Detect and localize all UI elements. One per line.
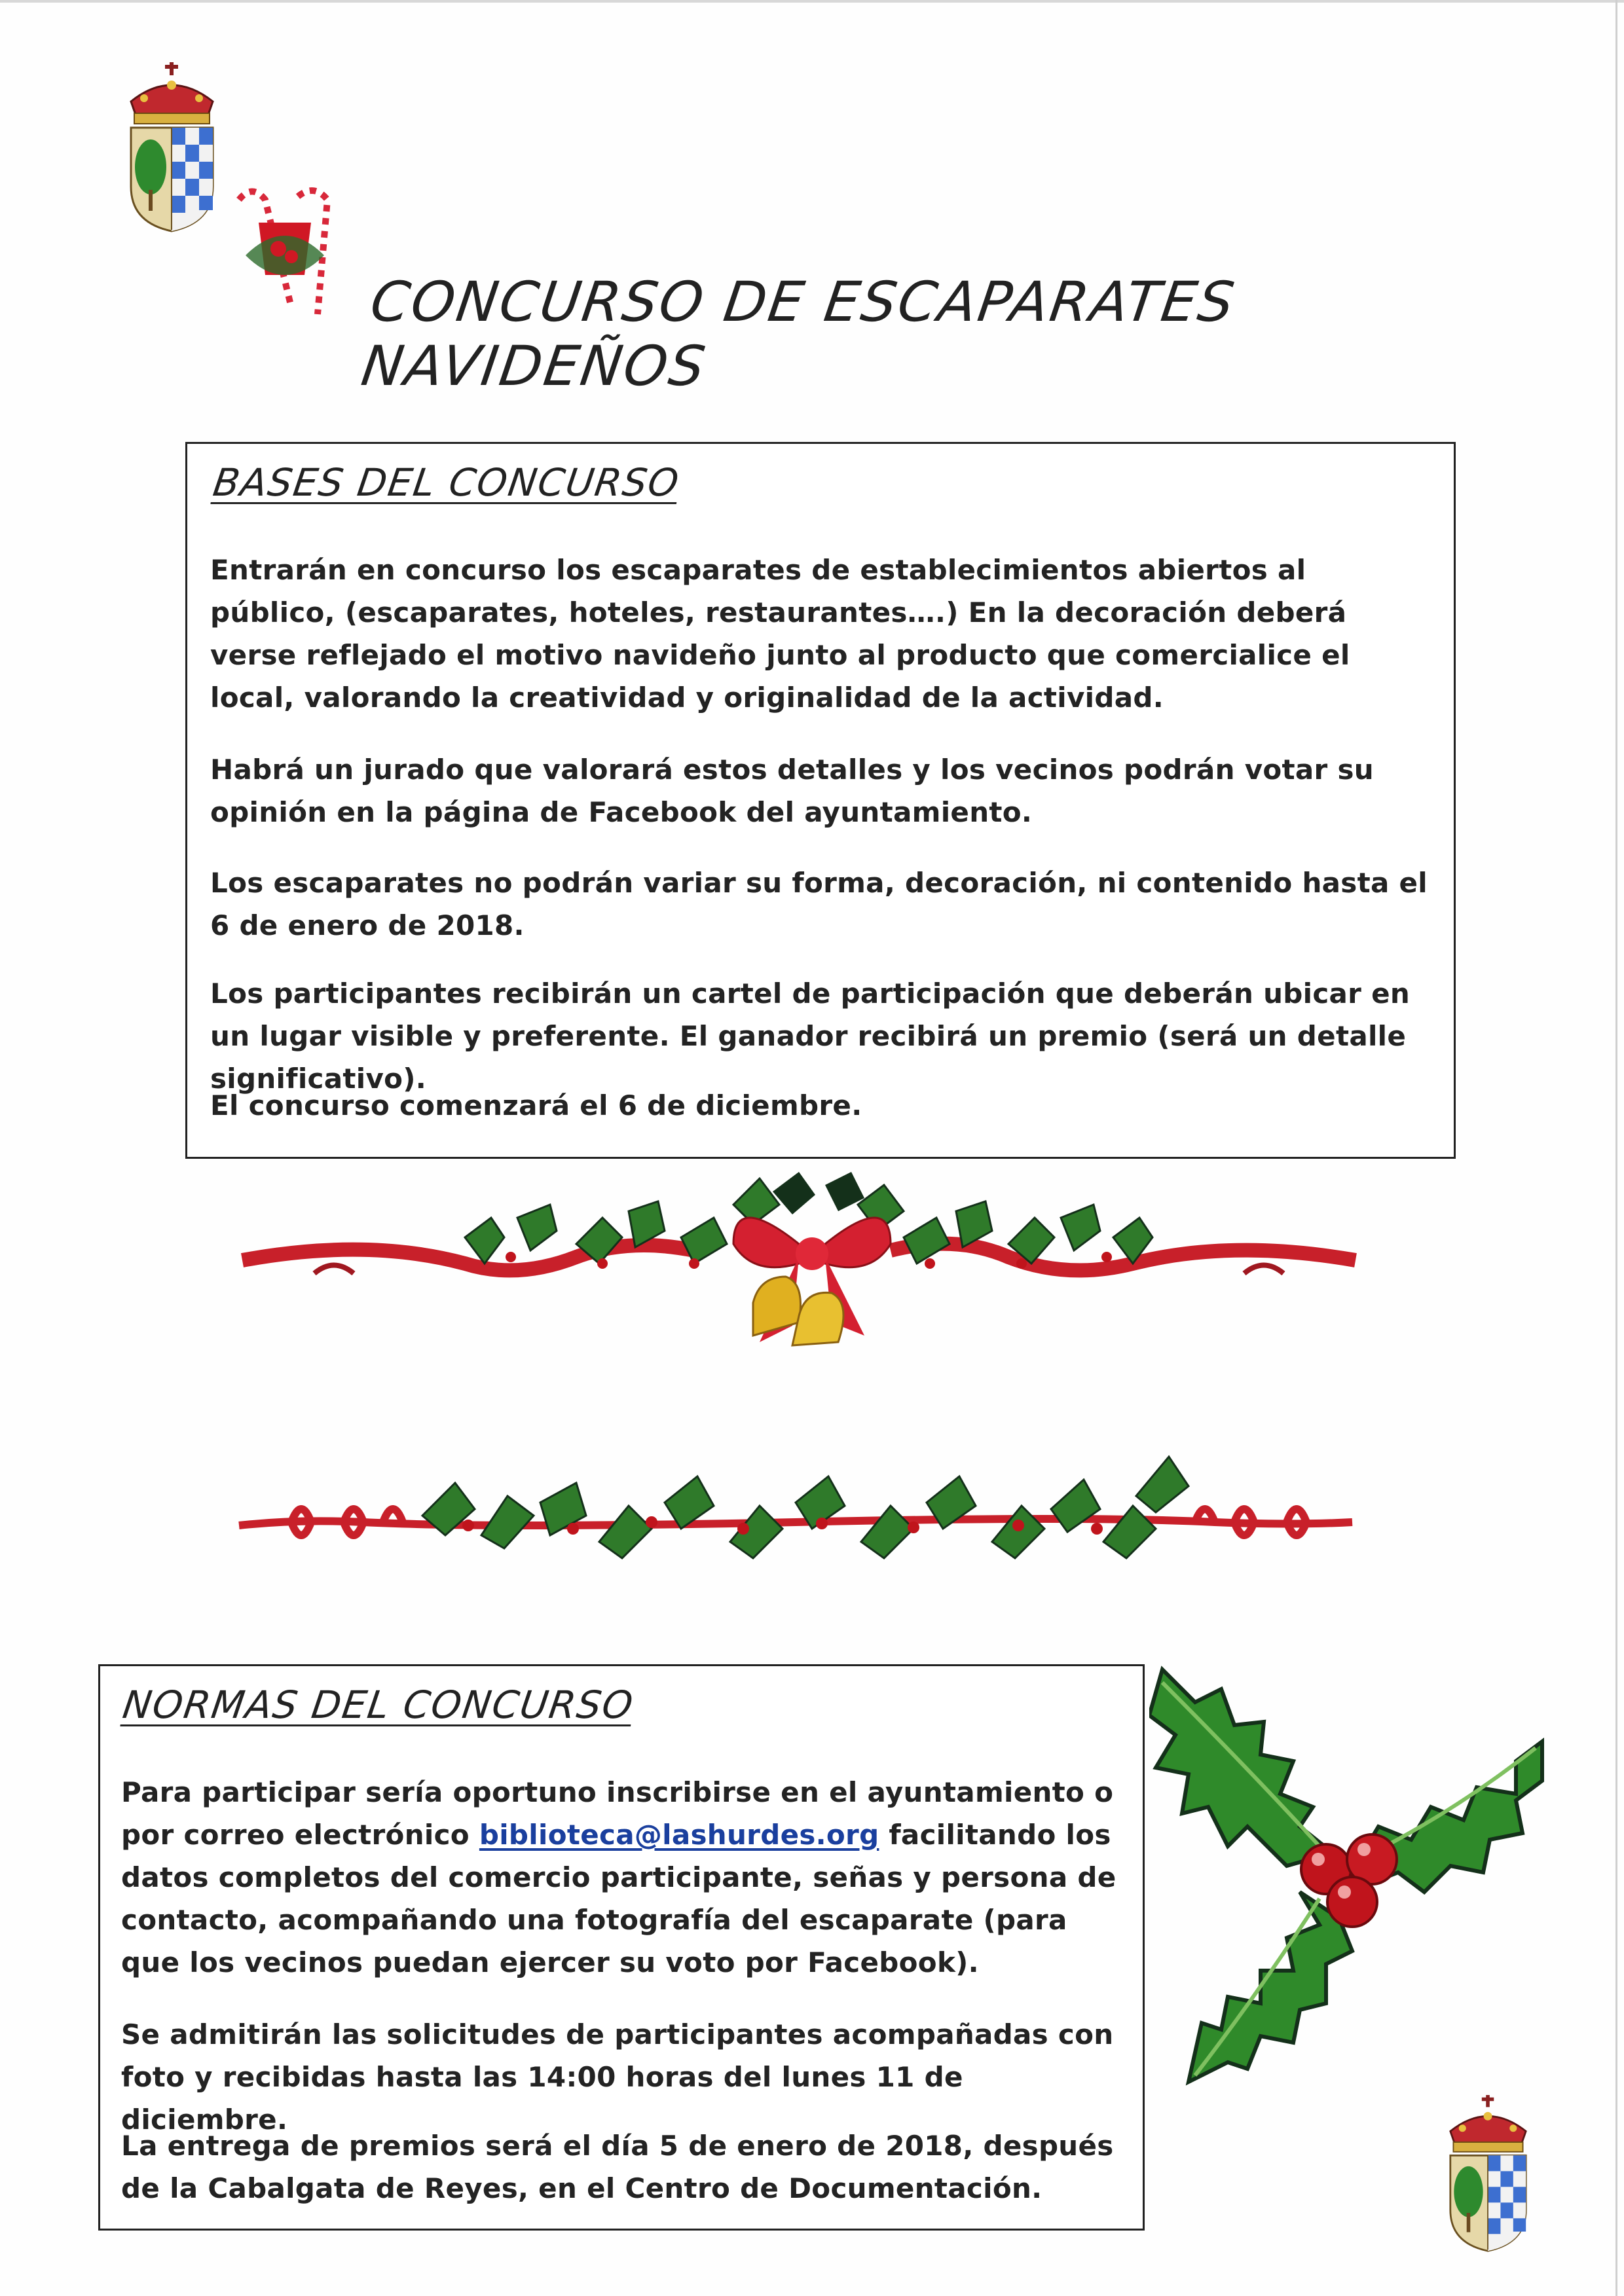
page-title: CONCURSO DE ESCAPARATES NAVIDEÑOS [358, 270, 1240, 398]
coat-of-arms-top [124, 62, 219, 232]
holly-garland [232, 1444, 1359, 1594]
holly-sprig-icon [1149, 1663, 1549, 2088]
bases-heading: BASES DEL CONCURSO [210, 460, 683, 505]
bases-paragraph-5: El concurso comenzará el 6 de diciembre. [210, 1089, 862, 1121]
bases-paragraph-4: Los participantes recibirán un cartel de participación que deberán ubicar en un lugar visible y preferente. El ganador recibirá un premio (será un detalle significativo). [210, 977, 1411, 1095]
normas-heading: NORMAS DEL CONCURSO [120, 1683, 637, 1727]
holly-garland-icon [232, 1444, 1359, 1594]
bases-paragraph-1: Entrarán en concurso los escaparates de establecimientos abiertos al público, (escaparates, hoteles, restaurantes….) En la decoración deberá verse reflejado el motivo navideño junto al producto que comercialice el local, valorando la creatividad y originalidad de la actividad. [210, 554, 1350, 714]
garland-with-bells [236, 1165, 1362, 1408]
normas-paragraph-1-end: facilitando los datos completos del comercio participante, señas y persona de contacto, acompañando una fotografía del escaparate (para que los vecinos puedan ejercer su voto por Facebook). [121, 1819, 1116, 1978]
candy-cane-ornament [219, 183, 337, 321]
candy-cane-icon [219, 183, 337, 321]
normas-paragraph-1-start: Para participar sería oportuno inscribirse en el ayuntamiento o por correo electrónico [121, 1776, 1114, 1851]
email-link[interactable]: biblioteca@lashurdes.org [479, 1819, 879, 1851]
garland-bells-icon [236, 1165, 1362, 1408]
coat-of-arms-icon [124, 62, 219, 232]
normas-paragraph-3: La entrega de premios será el día 5 de enero de 2018, después de la Cabalgata de Reyes, en el Centro de Documentación. [121, 2130, 1114, 2204]
normas-paragraph-2: Se admitirán las solicitudes de participantes acompañadas con foto y recibidas hasta las 14:00 horas del lunes 11 de diciembre. [121, 2018, 1114, 2136]
holly-sprig [1149, 1663, 1549, 2088]
coat-of-arms-bottom [1441, 2095, 1536, 2252]
normas-paragraph-1 [121, 1771, 1123, 1984]
bases-paragraph-2: Habrá un jurado que valorará estos detalles y los vecinos podrán votar su opinión en la página de Facebook del ayuntamiento. [210, 754, 1374, 828]
coat-of-arms-bottom-icon [1441, 2095, 1536, 2252]
bases-box [185, 442, 1456, 1159]
bases-paragraph-3: Los escaparates no podrán variar su forma, decoración, ni contenido hasta el 6 de enero de 2018. [210, 867, 1428, 941]
right-edge-line [1615, 0, 1617, 2296]
normas-box [98, 1664, 1145, 2231]
top-edge-line [0, 0, 1624, 3]
